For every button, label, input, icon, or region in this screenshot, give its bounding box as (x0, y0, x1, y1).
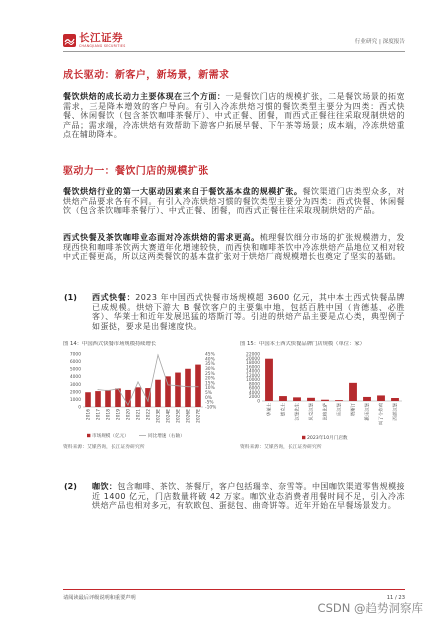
item-lead: 西式快餐： (92, 293, 136, 302)
item-number-1: (1) (64, 293, 77, 302)
bar (363, 397, 371, 401)
x-tick-label: 2019 (116, 409, 122, 421)
y2-tick-label: -5% (205, 400, 214, 406)
bar (85, 392, 91, 407)
legend-label: 市场规模（亿元） (92, 434, 129, 439)
y2-tick-label: 40% (205, 357, 215, 363)
x-tick-label: 华莱士 (267, 403, 273, 417)
y-tick-label: 6000 (69, 360, 81, 366)
y2-tick-label: 30% (205, 366, 215, 372)
y-tick-label: 2000 (248, 395, 260, 401)
y-tick-label: 1000 (69, 397, 81, 403)
x-tick-label: 比格比萨 (323, 403, 329, 421)
bar (307, 398, 315, 401)
growth-point (108, 390, 109, 391)
growth-point (188, 386, 189, 387)
x-tick-label: 2018 (106, 409, 112, 421)
growth-point (148, 401, 149, 402)
bar (321, 400, 329, 401)
x-tick-label: 乐汉堡 (337, 403, 343, 417)
growth-point (138, 381, 139, 382)
x-tick-label: 塔斯汀 (351, 403, 357, 417)
y-tick-label: 8000 (248, 382, 260, 388)
y2-tick-label: 20% (205, 376, 215, 382)
legend-swatch-bar (87, 434, 90, 437)
header-divider (63, 51, 405, 52)
x-tick-label: 2026E (186, 409, 192, 423)
x-tick-label: 汉堡先生 (295, 403, 301, 421)
chart14-market-size (63, 349, 223, 443)
chart15-title: 图 15：中国本土西式快餐品牌门店规模（单位：家） (240, 341, 365, 347)
y2-tick-label: 5% (205, 391, 212, 397)
bar (265, 359, 273, 401)
x-tick-label: 2024E (166, 409, 172, 423)
y-tick-label: 10000 (246, 378, 260, 384)
growth-point (198, 386, 199, 387)
y-tick-label: 16000 (246, 365, 260, 371)
paragraph-demand (63, 233, 405, 291)
x-tick-label: 2027E (196, 409, 202, 423)
paragraph-lead: 西式快餐及茶饮咖啡业态面对冷冻烘焙的需求更高。 (63, 233, 260, 242)
y2-tick-label: 15% (205, 381, 215, 387)
bar (175, 373, 181, 407)
paragraph-text: 梳理餐饮细分市场的扩张规模潜力，发现西快和咖啡茶饮两大赛道年化增速较快，而西快和咖啡茶饮中冷冻烘焙产品地位又相对较中式正餐更高，所以这两类餐饮的基本盘扩张对于烘焙厂商规模增长也奠定了坚实的基础。 (63, 233, 405, 262)
y2-tick-label: 10% (205, 386, 215, 392)
y-tick-label: 14000 (246, 369, 260, 375)
growth-point (168, 384, 169, 385)
logo-subtext: CHANGJIANG SECURITIES (79, 44, 126, 48)
y-tick-label: 3000 (69, 382, 81, 388)
watermark: CSDN @趋势洞察库 (317, 601, 423, 615)
bar (349, 383, 357, 401)
y2-tick-label: 35% (205, 362, 215, 368)
item-text: 2023 年中国西式快餐市场规模超 3600 亿元，其中本土西式快餐品牌已成规模。烘焙下游大 B 餐饮客户的主要集中地，包括百胜中国（肯德基、必胜客）、华莱士和近年发展迅猛的塔斯汀等。引进的烘焙产品主要是点心类，典型例子如蛋挞，要求是出餐速度快。 (92, 293, 405, 331)
section-title-store-expansion: 驱动力一：餐饮门店的规模扩张 (63, 166, 209, 177)
item-number-2: (2) (64, 482, 77, 491)
y-tick-label: 12000 (246, 373, 260, 379)
y2-tick-label: 45% (205, 352, 215, 358)
y-tick-label: 4000 (248, 390, 260, 396)
bar (195, 365, 201, 407)
x-tick-label: 2023E (156, 409, 162, 423)
x-tick-label: 派乐汉堡 (365, 403, 371, 421)
paragraph-text: 一是餐饮门店的规模扩张，二是餐饮场景的拓宽需求，三是降本增效的客户导向。有引入冷冻烘焙习惯的餐饮类型主要分为四类：西式快餐、休闲餐饮（包含茶饮咖啡茶餐厅）、中式正餐、团餐，而西式正餐往往采取现制烘焙的产品；需求端，冷冻烘焙有效帮助下游客户拓展早餐、下午茶等场景；成本端，冷冻烘焙重点在辅助降本。 (63, 92, 405, 140)
footer-disclaimer: 请阅读最后评级说明和重要声明 (63, 595, 136, 601)
bar (185, 369, 191, 407)
y2-tick-label: -10% (205, 405, 217, 411)
bar (377, 395, 385, 401)
logo-icon (63, 34, 76, 47)
legend-label: 2023年10月门店数 (307, 436, 348, 441)
y-tick-label: 6000 (248, 386, 260, 392)
y-tick-label: 4000 (69, 375, 81, 381)
y-tick-label: 0 (78, 405, 81, 411)
chart15-store-count (240, 349, 405, 443)
bar (155, 380, 161, 407)
logo-text: 长江证券 (79, 32, 123, 44)
growth-point (128, 405, 129, 406)
y2-tick-label: 0% (205, 395, 212, 401)
y-tick-label: 20000 (246, 356, 260, 362)
bar (135, 387, 141, 407)
item-text: 包含咖啡、茶饮、茶餐厅，客户包括瑞幸、奈雪等。中国咖饮渠道零售规模接近 1400 亿元，门店数量将破 42 万家。咖饮业态消费者用餐时间不足，引入冷冻烘焙产品也相对多元，有软欧包、蛋挞包、曲奇饼等。近年开始在早餐场景发力。 (92, 482, 405, 511)
company-logo (63, 33, 183, 49)
y2-tick-label: 25% (205, 371, 215, 377)
report-type-label: 行业研究 | 深度报告 (354, 39, 405, 45)
legend-swatch-bar (302, 436, 305, 439)
item-western-fast-food (92, 293, 405, 333)
y-tick-label: 0 (257, 399, 260, 405)
x-tick-label: 西部汉堡 (393, 403, 399, 421)
item-coffee-tea (92, 482, 405, 532)
x-tick-label: 贝克汉堡 (309, 403, 315, 421)
x-tick-label: 2017 (96, 409, 102, 421)
bar (391, 398, 399, 401)
growth-point (158, 354, 159, 355)
x-tick-label: 2016 (86, 409, 92, 421)
paragraph-growth-drivers (63, 92, 405, 152)
bar (335, 400, 343, 401)
x-tick-label: 2020 (126, 409, 132, 421)
item-lead: 咖饮： (92, 482, 118, 491)
paragraph-lead: 餐饮烘焙的成长动力主要体现在三个方面： (63, 92, 226, 101)
x-tick-label: 2025E (176, 409, 182, 423)
x-tick-label: 2021 (136, 409, 142, 421)
y-tick-label: 2000 (69, 390, 81, 396)
chart14-source: 资料来源：艾媒咨询，长江证券研究所 (63, 445, 145, 450)
x-tick-label: 叫了个炸鸡 (379, 403, 385, 425)
x-tick-label: 德克士 (281, 403, 287, 417)
bar (293, 397, 301, 401)
y-tick-label: 5000 (69, 367, 81, 373)
paragraph-lead: 餐饮烘焙行业的第一大驱动因素来自于餐饮基本盘的规模扩张。 (63, 187, 303, 196)
chart15-source: 资料来源：艾媒咨询，长江证券研究所 (240, 445, 322, 450)
x-tick-label: 2022 (146, 409, 152, 421)
chart14-title: 图 14：中国西式快餐市场规模持续增长 (63, 341, 157, 347)
growth-point (118, 388, 119, 389)
legend-label: 同比增速（右轴） (148, 434, 185, 439)
growth-point (98, 389, 99, 390)
growth-point (178, 385, 179, 386)
section-title-growth-drivers: 成长驱动：新客户，新场景，新需求 (63, 70, 230, 81)
y-tick-label: 7000 (69, 352, 81, 358)
bar (279, 396, 287, 401)
bar (105, 390, 111, 407)
footer-divider (63, 589, 405, 590)
bar (95, 391, 101, 407)
paragraph-text: 餐饮渠道门店类型众多，对烘焙产品要求各有不同。有引入冷冻烘焙习惯的餐饮类型主要分为四类：西式快餐、休闲餐饮（包含茶饮咖啡茶餐厅）、中式正餐、团餐，而西式正餐往往采取现制烘焙的产品。 (63, 187, 405, 216)
bar (165, 376, 171, 407)
y-tick-label: 22000 (246, 352, 260, 358)
y-tick-label: 18000 (246, 361, 260, 367)
page-number: 11 / 23 (386, 595, 405, 601)
paragraph-store-expansion (63, 187, 405, 226)
